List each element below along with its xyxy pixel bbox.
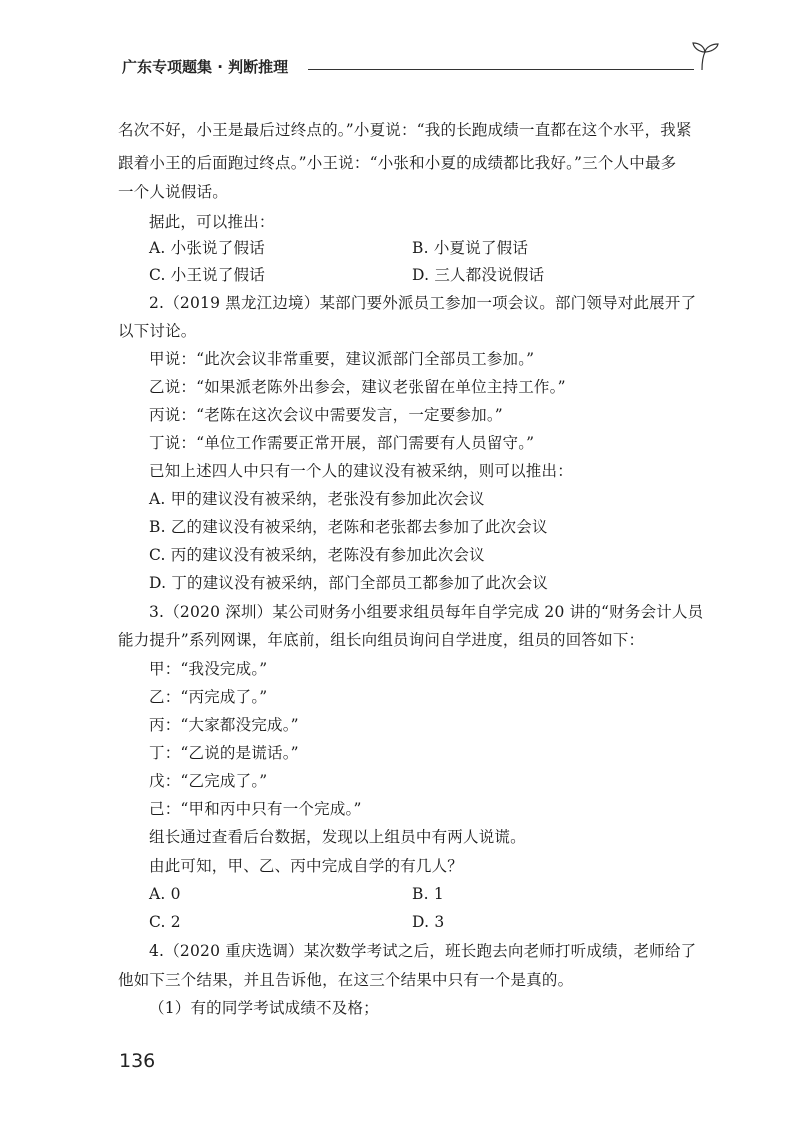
q2-stem-line: 以下讨论。 [118, 322, 197, 340]
q3-stem-line: 能力提升”系列网课，年底前，组长向组员询问自学进度，组员的回答如下： [118, 631, 645, 649]
q3-option-b: B. 1 [412, 885, 444, 903]
q1-option-c: C. 小王说了假话 [149, 266, 265, 284]
q3-note: 组长通过查看后台数据，发现以上组员中有两人说谎。 [149, 828, 526, 846]
q3-answer: 丙：“大家都没完成。” [149, 716, 299, 734]
q1-option-d: D. 三人都没说假话 [412, 266, 545, 284]
q4-item: （1）有的同学考试成绩不及格； [149, 999, 379, 1017]
q3-answer: 甲：“我没完成。” [149, 660, 268, 678]
q1-text-line: 名次不好，小王是最后过终点的。”小夏说：“我的长跑成绩一直都在这个水平，我紧 [118, 121, 692, 139]
running-header-title: 广东专项题集 · 判断推理 [122, 58, 289, 76]
q2-statement: 丙说：“老陈在这次会议中需要发言，一定要参加。” [149, 406, 503, 424]
q2-stem-line: 2.（2019 黑龙江边境）某部门要外派员工参加一项会议。部门领导对此展开了 [149, 294, 697, 312]
q2-statement: 乙说：“如果派老陈外出参会，建议老张留在单位主持工作。” [149, 378, 566, 396]
q2-option-d: D. 丁的建议没有被采纳，部门全部员工都参加了此次会议 [149, 574, 549, 592]
q1-option-a: A. 小张说了假话 [149, 239, 265, 257]
q1-prompt: 据此，可以推出： [149, 213, 275, 231]
q3-answer: 丁：“乙说的是谎话。” [149, 744, 299, 762]
q1-text-line: 一个人说假话。 [118, 183, 228, 201]
sprout-icon [688, 40, 722, 74]
q2-statement: 甲说：“此次会议非常重要，建议派部门全部员工参加。” [149, 350, 535, 368]
q3-answer: 乙：“丙完成了。” [149, 688, 268, 706]
q3-option-d: D. 3 [412, 913, 445, 931]
q3-answer: 己：“甲和丙中只有一个完成。” [149, 800, 362, 818]
q3-answer: 戊：“乙完成了。” [149, 772, 268, 790]
q3-option-c: C. 2 [149, 913, 181, 931]
q3-option-a: A. 0 [149, 885, 181, 903]
page-number: 136 [119, 1050, 156, 1072]
q3-prompt: 由此可知，甲、乙、丙中完成自学的有几人？ [149, 857, 464, 875]
header-rule [308, 69, 694, 70]
q2-prompt: 已知上述四人中只有一个人的建议没有被采纳，则可以推出： [149, 462, 573, 480]
q2-option-c: C. 丙的建议没有被采纳，老陈没有参加此次会议 [149, 546, 485, 564]
q2-option-a: A. 甲的建议没有被采纳，老张没有参加此次会议 [149, 490, 485, 508]
q2-option-b: B. 乙的建议没有被采纳，老陈和老张都去参加了此次会议 [149, 518, 548, 536]
q2-statement: 丁说：“单位工作需要正常开展，部门需要有人员留守。” [149, 434, 535, 452]
q3-stem-line: 3.（2020 深圳）某公司财务小组要求组员每年自学完成 20 讲的“财务会计人员 [149, 603, 704, 621]
q1-option-b: B. 小夏说了假话 [412, 239, 529, 257]
q4-stem-line: 他如下三个结果，并且告诉他，在这三个结果中只有一个是真的。 [118, 971, 574, 989]
q4-stem-line: 4.（2020 重庆选调）某次数学考试之后，班长跑去向老师打听成绩，老师给了 [149, 942, 697, 960]
q1-text-line: 跟着小王的后面跑过终点。”小王说：“小张和小夏的成绩都比我好。”三个人中最多 [118, 154, 677, 172]
